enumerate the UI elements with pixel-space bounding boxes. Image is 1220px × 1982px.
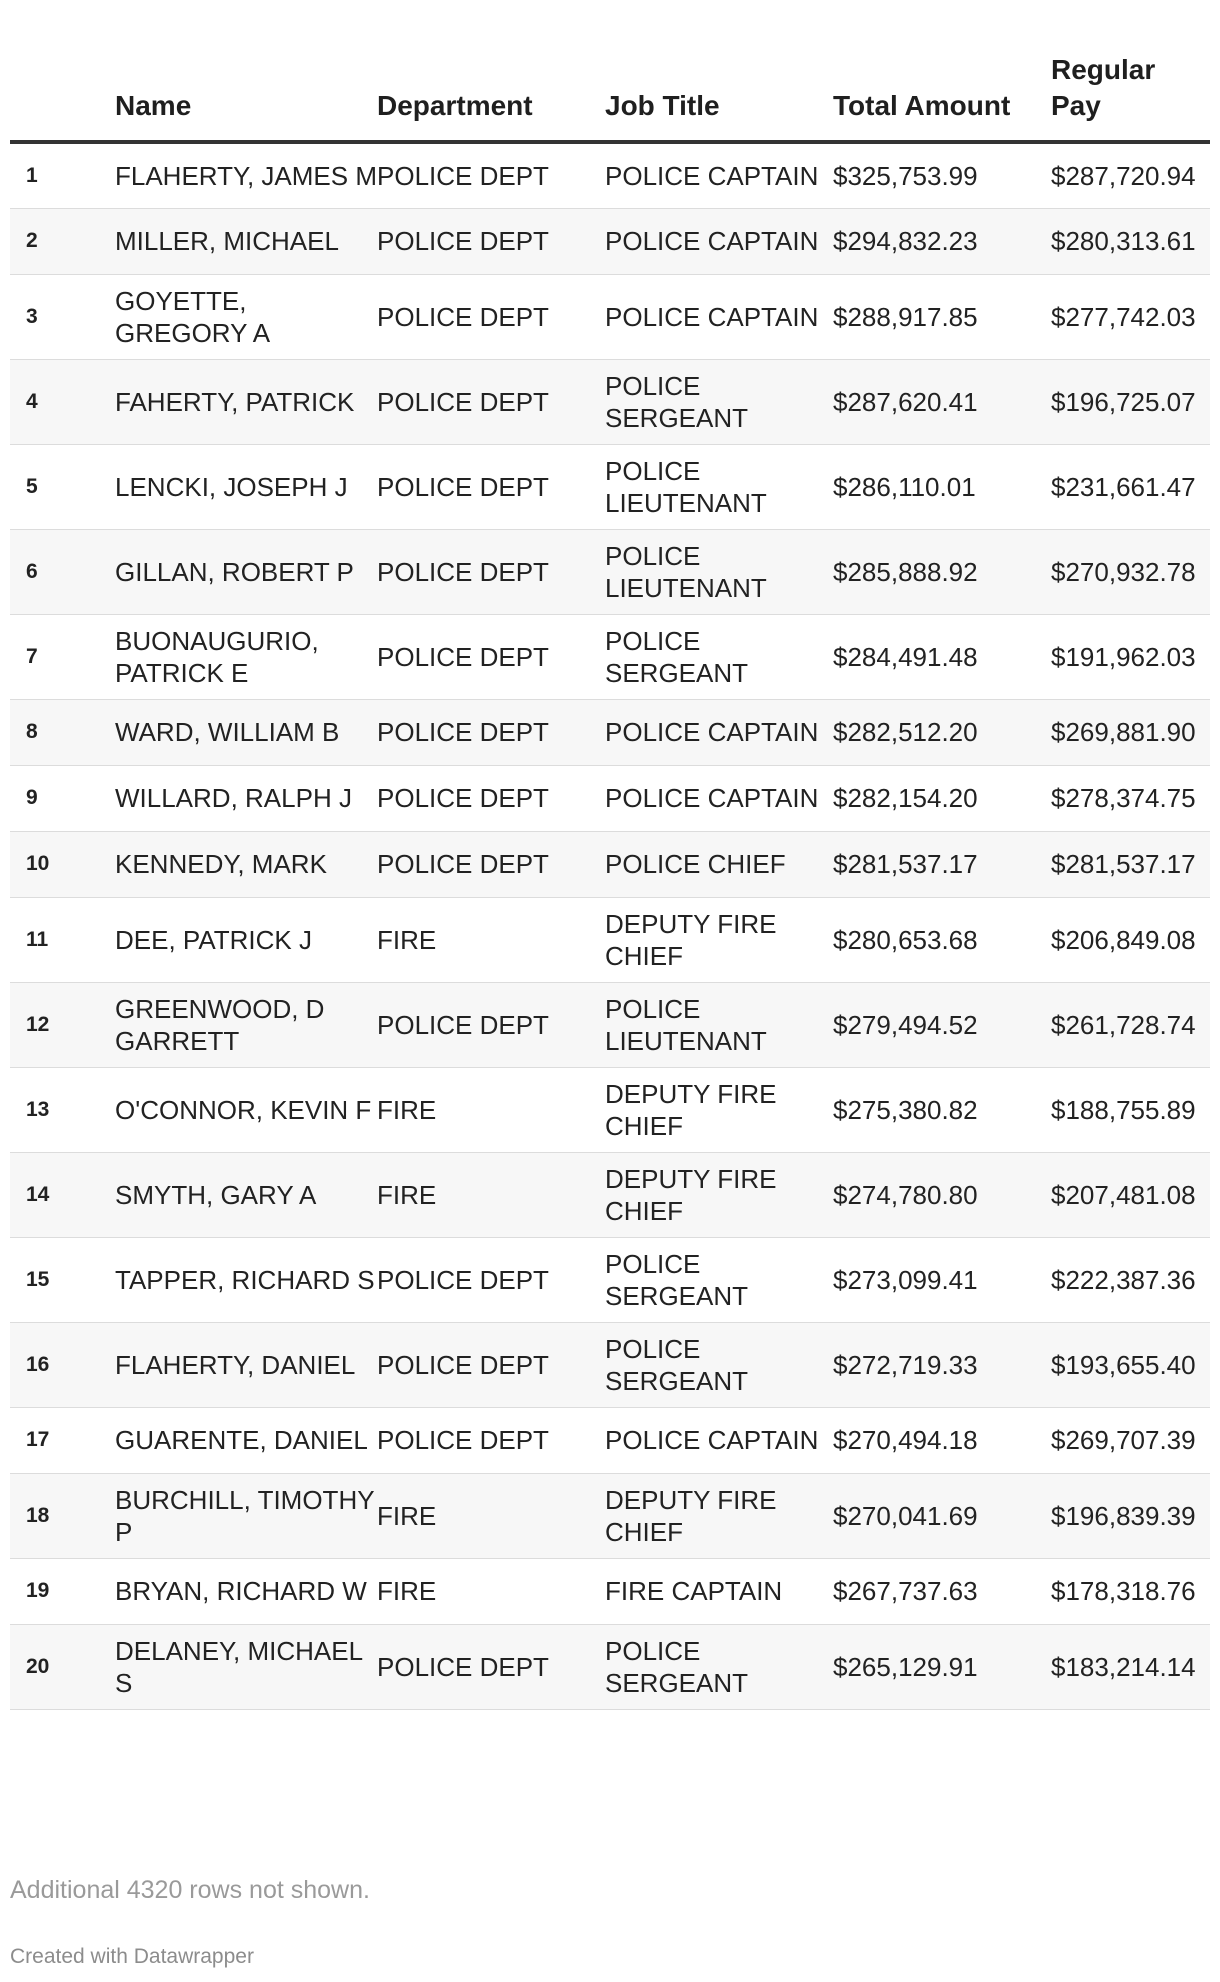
cell-department: POLICE DEPT xyxy=(377,765,605,831)
cell-job-title: POLICE CAPTAIN xyxy=(605,274,833,359)
cell-total-amount: $267,737.63 xyxy=(833,1558,1051,1624)
cell-department: POLICE DEPT xyxy=(377,1322,605,1407)
cell-rank: 11 xyxy=(10,897,115,982)
cell-rank: 2 xyxy=(10,208,115,274)
cell-department: POLICE DEPT xyxy=(377,529,605,614)
cell-name: FAHERTY, PATRICK xyxy=(115,359,377,444)
cell-regular-pay: $270,932.78 xyxy=(1051,529,1210,614)
cell-name: DELANEY, MICHAEL S xyxy=(115,1624,377,1709)
cell-department: POLICE DEPT xyxy=(377,1407,605,1473)
cell-total-amount: $282,512.20 xyxy=(833,699,1051,765)
table-row xyxy=(10,529,1210,614)
cell-rank: 6 xyxy=(10,529,115,614)
table-row xyxy=(10,982,1210,1067)
table-row xyxy=(10,1067,1210,1152)
column-header-regular-pay[interactable]: Regular Pay xyxy=(1051,36,1210,142)
cell-job-title: POLICE LIEUTENANT xyxy=(605,529,833,614)
cell-total-amount: $270,041.69 xyxy=(833,1473,1051,1558)
cell-name: BRYAN, RICHARD W xyxy=(115,1558,377,1624)
cell-job-title: DEPUTY FIRE CHIEF xyxy=(605,1152,833,1237)
cell-total-amount: $288,917.85 xyxy=(833,274,1051,359)
cell-total-amount: $287,620.41 xyxy=(833,359,1051,444)
cell-regular-pay: $280,313.61 xyxy=(1051,208,1210,274)
cell-total-amount: $275,380.82 xyxy=(833,1067,1051,1152)
cell-regular-pay: $191,962.03 xyxy=(1051,614,1210,699)
cell-name: FLAHERTY, DANIEL xyxy=(115,1322,377,1407)
cell-department: POLICE DEPT xyxy=(377,614,605,699)
cell-department: POLICE DEPT xyxy=(377,359,605,444)
cell-rank: 20 xyxy=(10,1624,115,1709)
cell-job-title: DEPUTY FIRE CHIEF xyxy=(605,1473,833,1558)
cell-regular-pay: $287,720.94 xyxy=(1051,142,1210,208)
cell-job-title: FIRE CAPTAIN xyxy=(605,1558,833,1624)
cell-job-title: DEPUTY FIRE CHIEF xyxy=(605,897,833,982)
table-body xyxy=(10,142,1210,1709)
cell-rank: 10 xyxy=(10,831,115,897)
cell-department: FIRE xyxy=(377,1473,605,1558)
cell-regular-pay: $196,839.39 xyxy=(1051,1473,1210,1558)
cell-name: WARD, WILLIAM B xyxy=(115,699,377,765)
cell-department: FIRE xyxy=(377,1067,605,1152)
cell-name: SMYTH, GARY A xyxy=(115,1152,377,1237)
table-row xyxy=(10,359,1210,444)
cell-total-amount: $294,832.23 xyxy=(833,208,1051,274)
column-header-rank[interactable] xyxy=(10,36,115,142)
cell-rank: 14 xyxy=(10,1152,115,1237)
cell-regular-pay: $207,481.08 xyxy=(1051,1152,1210,1237)
cell-regular-pay: $196,725.07 xyxy=(1051,359,1210,444)
table-row xyxy=(10,765,1210,831)
cell-job-title: POLICE SERGEANT xyxy=(605,614,833,699)
credit-line: Created with Datawrapper xyxy=(10,1945,254,1968)
table-row xyxy=(10,208,1210,274)
cell-department: POLICE DEPT xyxy=(377,831,605,897)
cell-job-title: DEPUTY FIRE CHIEF xyxy=(605,1067,833,1152)
cell-rank: 5 xyxy=(10,444,115,529)
cell-rank: 13 xyxy=(10,1067,115,1152)
cell-name: BURCHILL, TIMOTHY P xyxy=(115,1473,377,1558)
table-row xyxy=(10,274,1210,359)
cell-regular-pay: $269,707.39 xyxy=(1051,1407,1210,1473)
cell-department: POLICE DEPT xyxy=(377,699,605,765)
cell-job-title: POLICE CAPTAIN xyxy=(605,1407,833,1473)
cell-regular-pay: $206,849.08 xyxy=(1051,897,1210,982)
cell-total-amount: $286,110.01 xyxy=(833,444,1051,529)
cell-job-title: POLICE CAPTAIN xyxy=(605,765,833,831)
cell-job-title: POLICE CHIEF xyxy=(605,831,833,897)
cell-rank: 17 xyxy=(10,1407,115,1473)
cell-rank: 18 xyxy=(10,1473,115,1558)
table-row xyxy=(10,444,1210,529)
cell-rank: 3 xyxy=(10,274,115,359)
table-row xyxy=(10,1322,1210,1407)
table-row xyxy=(10,1558,1210,1624)
cell-department: POLICE DEPT xyxy=(377,1237,605,1322)
cell-regular-pay: $178,318.76 xyxy=(1051,1558,1210,1624)
cell-rank: 8 xyxy=(10,699,115,765)
cell-rank: 15 xyxy=(10,1237,115,1322)
cell-total-amount: $272,719.33 xyxy=(833,1322,1051,1407)
cell-department: POLICE DEPT xyxy=(377,444,605,529)
cell-job-title: POLICE LIEUTENANT xyxy=(605,982,833,1067)
cell-total-amount: $281,537.17 xyxy=(833,831,1051,897)
cell-rank: 1 xyxy=(10,142,115,208)
cell-job-title: POLICE LIEUTENANT xyxy=(605,444,833,529)
cell-total-amount: $279,494.52 xyxy=(833,982,1051,1067)
cell-job-title: POLICE CAPTAIN xyxy=(605,142,833,208)
cell-regular-pay: $261,728.74 xyxy=(1051,982,1210,1067)
cell-regular-pay: $188,755.89 xyxy=(1051,1067,1210,1152)
cell-total-amount: $274,780.80 xyxy=(833,1152,1051,1237)
table-row xyxy=(10,699,1210,765)
table-row xyxy=(10,831,1210,897)
cell-job-title: POLICE SERGEANT xyxy=(605,1322,833,1407)
cell-department: FIRE xyxy=(377,897,605,982)
cell-total-amount: $325,753.99 xyxy=(833,142,1051,208)
cell-department: POLICE DEPT xyxy=(377,982,605,1067)
header-row xyxy=(10,36,1210,142)
cell-rank: 9 xyxy=(10,765,115,831)
cell-job-title: POLICE CAPTAIN xyxy=(605,699,833,765)
cell-name: MILLER, MICHAEL xyxy=(115,208,377,274)
cell-job-title: POLICE SERGEANT xyxy=(605,1237,833,1322)
cell-name: GOYETTE, GREGORY A xyxy=(115,274,377,359)
data-table xyxy=(10,36,1210,1710)
cell-regular-pay: $281,537.17 xyxy=(1051,831,1210,897)
cell-name: FLAHERTY, JAMES M xyxy=(115,142,377,208)
cell-name: LENCKI, JOSEPH J xyxy=(115,444,377,529)
cell-rank: 4 xyxy=(10,359,115,444)
cell-department: FIRE xyxy=(377,1152,605,1237)
cell-regular-pay: $277,742.03 xyxy=(1051,274,1210,359)
cell-department: POLICE DEPT xyxy=(377,1624,605,1709)
cell-job-title: POLICE SERGEANT xyxy=(605,1624,833,1709)
cell-regular-pay: $183,214.14 xyxy=(1051,1624,1210,1709)
cell-total-amount: $284,491.48 xyxy=(833,614,1051,699)
data-table-container xyxy=(10,36,1210,1710)
cell-name: TAPPER, RICHARD S xyxy=(115,1237,377,1322)
cell-name: WILLARD, RALPH J xyxy=(115,765,377,831)
cell-regular-pay: $231,661.47 xyxy=(1051,444,1210,529)
cell-total-amount: $280,653.68 xyxy=(833,897,1051,982)
cell-regular-pay: $222,387.36 xyxy=(1051,1237,1210,1322)
cell-total-amount: $282,154.20 xyxy=(833,765,1051,831)
table-row xyxy=(10,614,1210,699)
table-row xyxy=(10,142,1210,208)
cell-department: POLICE DEPT xyxy=(377,208,605,274)
cell-name: GREENWOOD, D GARRETT xyxy=(115,982,377,1067)
table-row xyxy=(10,897,1210,982)
cell-name: KENNEDY, MARK xyxy=(115,831,377,897)
cell-name: GUARENTE, DANIEL xyxy=(115,1407,377,1473)
cell-total-amount: $265,129.91 xyxy=(833,1624,1051,1709)
table-row xyxy=(10,1624,1210,1709)
cell-rank: 19 xyxy=(10,1558,115,1624)
cell-name: BUONAUGURIO, PATRICK E xyxy=(115,614,377,699)
cell-regular-pay: $193,655.40 xyxy=(1051,1322,1210,1407)
column-header-total-amount[interactable]: Total Amount xyxy=(833,36,1051,142)
cell-department: FIRE xyxy=(377,1558,605,1624)
cell-regular-pay: $269,881.90 xyxy=(1051,699,1210,765)
column-header-department[interactable]: Department xyxy=(377,36,605,142)
table-row xyxy=(10,1473,1210,1558)
table-notes: Additional 4320 rows not shown. xyxy=(10,1876,370,1904)
table-header xyxy=(10,36,1210,142)
cell-name: O'CONNOR, KEVIN F xyxy=(115,1067,377,1152)
cell-rank: 12 xyxy=(10,982,115,1067)
cell-rank: 7 xyxy=(10,614,115,699)
table-row xyxy=(10,1152,1210,1237)
table-row xyxy=(10,1237,1210,1322)
column-header-job-title[interactable]: Job Title xyxy=(605,36,833,142)
cell-department: POLICE DEPT xyxy=(377,274,605,359)
cell-rank: 16 xyxy=(10,1322,115,1407)
cell-total-amount: $285,888.92 xyxy=(833,529,1051,614)
cell-job-title: POLICE SERGEANT xyxy=(605,359,833,444)
cell-name: DEE, PATRICK J xyxy=(115,897,377,982)
cell-total-amount: $270,494.18 xyxy=(833,1407,1051,1473)
cell-job-title: POLICE CAPTAIN xyxy=(605,208,833,274)
table-row xyxy=(10,1407,1210,1473)
cell-regular-pay: $278,374.75 xyxy=(1051,765,1210,831)
cell-total-amount: $273,099.41 xyxy=(833,1237,1051,1322)
column-header-name[interactable]: Name xyxy=(115,36,377,142)
cell-department: POLICE DEPT xyxy=(377,142,605,208)
cell-name: GILLAN, ROBERT P xyxy=(115,529,377,614)
